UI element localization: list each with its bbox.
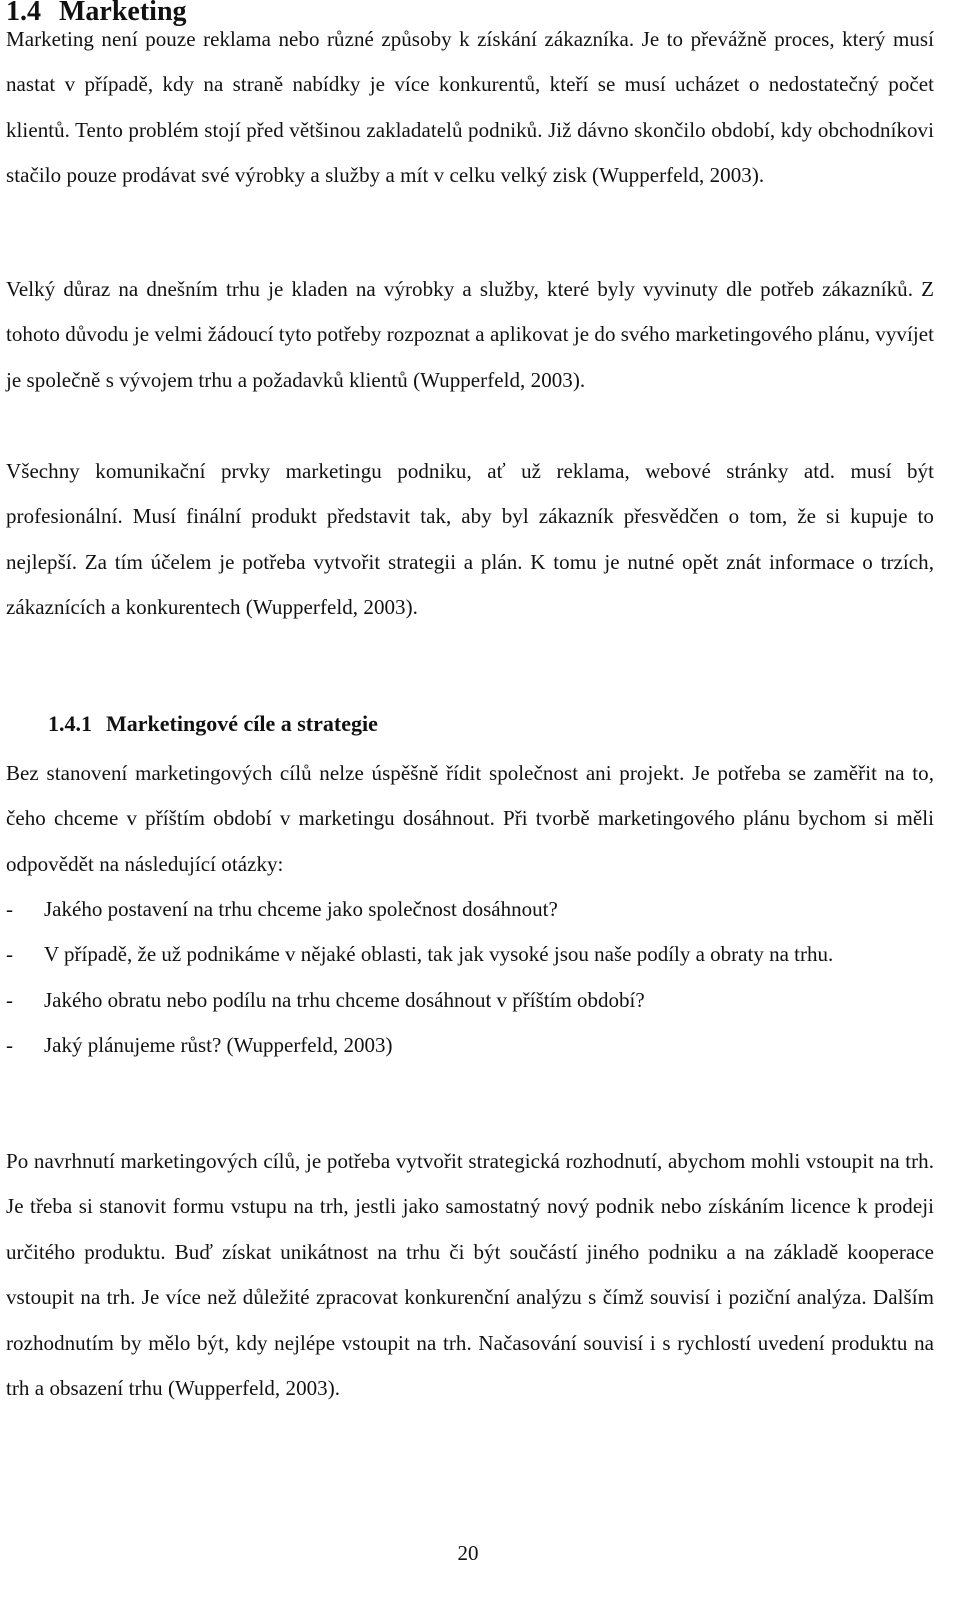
paragraph-subsection-intro: Bez stanovení marketingových cílů nelze úspěšně řídit společnost ani projekt. Je potřeba se zaměřit na to, čeho chceme v příštím období v marketingu dosáhnout. Při tvorbě marketingového plánu bychom si měli odpovědět na následující otázky:	[6, 761, 934, 876]
list-item	[6, 978, 934, 1023]
list-dash: -	[6, 942, 13, 967]
list-item	[6, 887, 934, 932]
list-item-text: V případě, že už podnikáme v nějaké oblasti, tak jak vysoké jsou naše podíly a obraty na trhu.	[44, 942, 834, 967]
paragraph-intro-1: Marketing není pouze reklama nebo různé způsoby k získání zákazníka. Je to převážně proces, který musí nastat v případě, kdy na straně nabídky je více konkurentů, kteří se musí ucházet o nedostatečný počet klientů. Tento problém stojí před většinou zakladatelů podniků. Již dávno skončilo období, kdy obchodníkovi stačilo pouze prodávat své výrobky a služby a mít v celku velký zisk (Wupperfeld, 2003).	[6, 27, 934, 188]
list-item-text: Jaký plánujeme růst? (Wupperfeld, 2003)	[44, 1033, 393, 1058]
section-number: 1.4	[6, 0, 41, 27]
section-title: Marketing	[59, 0, 187, 27]
paragraph-intro-3: Všechny komunikační prvky marketingu podniku, ať už reklama, webové stránky atd. musí být profesionální. Musí finální produkt představit tak, aby byl zákazník přesvědčen o tom, že si kupuje to nejlepší. Za tím účelem je potřeba vytvořit strategii a plán. K tomu je nutné opět znát informace o trzích, zákaznících a konkurentech (Wupperfeld, 2003).	[6, 459, 934, 620]
question-list	[6, 887, 934, 1069]
list-item	[6, 1023, 934, 1068]
subsection-title: Marketingové cíle a strategie	[106, 711, 378, 736]
list-dash: -	[6, 987, 13, 1012]
list-dash: -	[6, 1033, 13, 1058]
paragraph-intro-2: Velký důraz na dnešním trhu je kladen na výrobky a služby, které byly vyvinuty dle potřeb zákazníků. Z tohoto důvodu je velmi žádoucí tyto potřeby rozpoznat a aplikovat je do svého marketingového plánu, vyvíjet je společně s vývojem trhu a požadavků klientů (Wupperfeld, 2003).	[6, 277, 934, 392]
subsection-number: 1.4.1	[48, 711, 92, 736]
list-item	[6, 932, 934, 977]
paragraph-closing: Po navrhnutí marketingových cílů, je potřeba vytvořit strategická rozhodnutí, abychom mohli vstoupit na trh. Je třeba si stanovit formu vstupu na trh, jestli jako samostatný nový podnik nebo získáním licence k prodeji určitého produktu. Buď získat unikátnost na trhu či být součástí jiného podniku a na základě kooperace vstoupit na trh. Je více než důležité zpracovat konkurenční analýzu s čímž souvisí i poziční analýza. Dalším rozhodnutím by mělo být, kdy nejlépe vstoupit na trh. Načasování souvisí i s rychlostí uvedení produktu na trh a obsazení trhu (Wupperfeld, 2003).	[6, 1149, 934, 1401]
list-item-text: Jakého obratu nebo podílu na trhu chceme dosáhnout v příštím období?	[44, 987, 645, 1012]
subsection-heading	[48, 704, 378, 744]
list-item-text: Jakého postavení na trhu chceme jako společnost dosáhnout?	[44, 897, 558, 921]
list-dash: -	[6, 897, 13, 921]
page-number: 20	[457, 1541, 479, 1565]
